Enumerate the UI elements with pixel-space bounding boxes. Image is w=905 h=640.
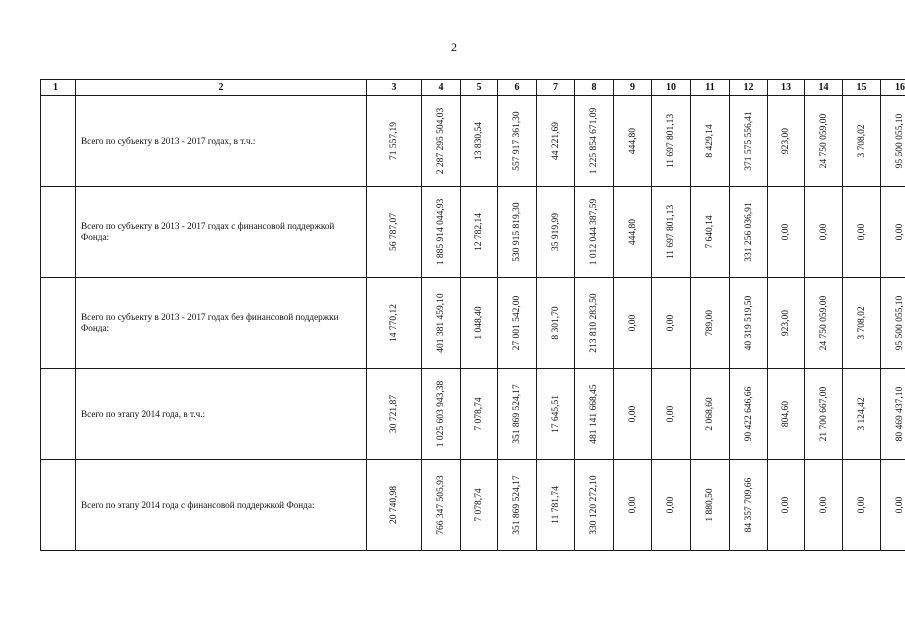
value-cell xyxy=(768,96,805,187)
value-cell xyxy=(461,278,498,369)
row-number-cell xyxy=(41,460,76,551)
column-header: 6 xyxy=(498,80,537,96)
cell-value-text: 481 141 668,45 xyxy=(589,384,599,444)
row-label: Всего по субъекту в 2013 - 2017 годах с финансовой поддержкой Фонда: xyxy=(76,187,367,278)
cell-value-text: 530 915 819,30 xyxy=(512,202,522,262)
cell-value-text: 84 357 709,66 xyxy=(743,477,754,533)
value-cell xyxy=(691,187,730,278)
data-table xyxy=(40,79,905,551)
value-cell xyxy=(575,369,614,460)
cell-value-text: 1 025 603 943,38 xyxy=(436,380,446,448)
value-cell xyxy=(730,96,768,187)
value-cell xyxy=(652,187,691,278)
row-label: Всего по субъекту в 2013 - 2017 годах без финансовой поддержки Фонда: xyxy=(76,278,367,369)
value-cell xyxy=(367,369,422,460)
column-header: 2 xyxy=(76,80,367,96)
row-label: Всего по этапу 2014 года с финансовой поддержкой Фонда: xyxy=(76,460,367,551)
cell-value-text: 0,00 xyxy=(666,314,676,332)
value-cell xyxy=(691,96,730,187)
cell-value-text: 8 429,14 xyxy=(705,124,715,158)
value-cell xyxy=(422,187,461,278)
cell-value-text: 1 885 914 044,93 xyxy=(436,198,446,266)
value-cell xyxy=(461,96,498,187)
value-cell xyxy=(575,96,614,187)
value-cell xyxy=(805,460,843,551)
cell-value-text: 804,60 xyxy=(781,400,791,428)
row-number-cell xyxy=(41,369,76,460)
value-cell xyxy=(805,96,843,187)
value-cell xyxy=(575,187,614,278)
cell-value-text: 12 782,14 xyxy=(474,213,484,251)
cell-value-text: 40 319 519,50 xyxy=(743,295,754,351)
cell-value-text: 444,80 xyxy=(627,218,638,246)
column-header: 5 xyxy=(461,80,498,96)
cell-value-text: 20 740,98 xyxy=(389,486,399,524)
value-cell xyxy=(881,187,905,278)
value-cell xyxy=(498,460,537,551)
cell-value-text: 371 575 556,41 xyxy=(743,111,754,171)
value-cell xyxy=(367,278,422,369)
cell-value-text: 351 869 524,17 xyxy=(512,384,522,444)
table-row xyxy=(41,369,905,460)
cell-value-text: 11 781,74 xyxy=(550,486,561,524)
column-header: 4 xyxy=(422,80,461,96)
cell-value-text: 557 917 361,30 xyxy=(512,111,522,171)
value-cell xyxy=(537,369,575,460)
cell-value-text: 71 557,19 xyxy=(389,122,399,160)
value-cell xyxy=(422,96,461,187)
column-header: 1 xyxy=(41,80,76,96)
table-row xyxy=(41,96,905,187)
value-cell xyxy=(691,369,730,460)
cell-value-text: 213 810 283,50 xyxy=(589,293,599,353)
cell-value-text: 331 256 036,91 xyxy=(743,202,754,262)
cell-value-text: 3 124,42 xyxy=(856,397,867,431)
value-cell xyxy=(614,369,652,460)
cell-value-text: 0,00 xyxy=(895,496,905,514)
cell-value-text: 0,00 xyxy=(781,223,791,241)
value-cell xyxy=(461,369,498,460)
value-cell xyxy=(768,187,805,278)
column-header: 7 xyxy=(537,80,575,96)
cell-value-text: 2 287 295 504,03 xyxy=(436,107,446,175)
value-cell xyxy=(652,369,691,460)
row-number-cell xyxy=(41,278,76,369)
cell-value-text: 401 381 459,10 xyxy=(436,293,446,353)
cell-value-text: 35 919,99 xyxy=(550,213,561,251)
cell-value-text: 17 645,51 xyxy=(550,395,561,433)
cell-value-text: 0,00 xyxy=(666,405,676,423)
page-number: 2 xyxy=(451,40,457,54)
cell-value-text: 27 001 542,00 xyxy=(512,295,522,351)
value-cell xyxy=(575,278,614,369)
cell-value-text: 0,00 xyxy=(856,496,867,514)
cell-value-text: 80 469 437,10 xyxy=(895,386,905,442)
table-row xyxy=(41,460,905,551)
value-cell xyxy=(367,187,422,278)
value-cell xyxy=(614,96,652,187)
column-header: 15 xyxy=(843,80,881,96)
cell-value-text: 13 830,54 xyxy=(474,122,484,160)
value-cell xyxy=(422,369,461,460)
cell-value-text: 11 697 801,13 xyxy=(666,204,676,260)
cell-value-text: 789,00 xyxy=(705,309,715,337)
value-cell xyxy=(652,96,691,187)
value-cell xyxy=(768,278,805,369)
value-cell xyxy=(367,460,422,551)
cell-value-text: 0,00 xyxy=(856,223,867,241)
value-cell xyxy=(691,278,730,369)
value-cell xyxy=(575,460,614,551)
cell-value-text: 0,00 xyxy=(627,314,638,332)
column-header: 3 xyxy=(367,80,422,96)
value-cell xyxy=(461,187,498,278)
cell-value-text: 95 500 055,10 xyxy=(895,113,905,169)
cell-value-text: 14 770,12 xyxy=(389,304,399,342)
value-cell xyxy=(537,187,575,278)
value-cell xyxy=(768,460,805,551)
value-cell xyxy=(498,96,537,187)
column-header: 13 xyxy=(768,80,805,96)
value-cell xyxy=(537,278,575,369)
value-cell xyxy=(768,369,805,460)
value-cell xyxy=(843,96,881,187)
cell-value-text: 7 640,14 xyxy=(705,215,715,249)
cell-value-text: 0,00 xyxy=(818,223,829,241)
value-cell xyxy=(498,187,537,278)
column-header: 12 xyxy=(730,80,768,96)
value-cell xyxy=(537,96,575,187)
value-cell xyxy=(730,278,768,369)
table-row xyxy=(41,187,905,278)
cell-value-text: 3 708,02 xyxy=(856,124,867,158)
cell-value-text: 95 500 055,10 xyxy=(895,295,905,351)
value-cell xyxy=(367,96,422,187)
value-cell xyxy=(614,187,652,278)
cell-value-text: 1 012 044 387,59 xyxy=(589,198,599,266)
cell-value-text: 8 301,70 xyxy=(550,306,561,340)
value-cell xyxy=(843,369,881,460)
cell-value-text: 444,80 xyxy=(627,127,638,155)
column-header: 11 xyxy=(691,80,730,96)
value-cell xyxy=(498,369,537,460)
cell-value-text: 0,00 xyxy=(781,496,791,514)
cell-value-text: 0,00 xyxy=(627,496,638,514)
value-cell xyxy=(652,460,691,551)
value-cell xyxy=(422,460,461,551)
cell-value-text: 766 347 505,93 xyxy=(436,475,446,535)
value-cell xyxy=(881,460,905,551)
value-cell xyxy=(498,278,537,369)
value-cell xyxy=(614,460,652,551)
value-cell xyxy=(881,278,905,369)
cell-value-text: 24 750 059,00 xyxy=(818,113,829,169)
value-cell xyxy=(691,460,730,551)
row-number-cell xyxy=(41,187,76,278)
row-number-cell xyxy=(41,96,76,187)
column-header: 10 xyxy=(652,80,691,96)
cell-value-text: 21 700 667,00 xyxy=(818,386,829,442)
value-cell xyxy=(730,187,768,278)
value-cell xyxy=(881,369,905,460)
cell-value-text: 0,00 xyxy=(666,496,676,514)
cell-value-text: 0,00 xyxy=(895,223,905,241)
cell-value-text: 0,00 xyxy=(627,405,638,423)
cell-value-text: 1 880,50 xyxy=(705,488,715,522)
row-label: Всего по этапу 2014 года, в т.ч.: xyxy=(76,369,367,460)
cell-value-text: 351 869 524,17 xyxy=(512,475,522,535)
column-header: 14 xyxy=(805,80,843,96)
value-cell xyxy=(805,187,843,278)
cell-value-text: 330 120 272,10 xyxy=(589,475,599,535)
cell-value-text: 923,00 xyxy=(781,127,791,155)
column-header: 9 xyxy=(614,80,652,96)
cell-value-text: 3 708,02 xyxy=(856,306,867,340)
cell-value-text: 2 068,60 xyxy=(705,397,715,431)
column-header: 8 xyxy=(575,80,614,96)
cell-value-text: 1 048,40 xyxy=(474,306,484,340)
value-cell xyxy=(537,460,575,551)
table-row xyxy=(41,278,905,369)
value-cell xyxy=(843,187,881,278)
value-cell xyxy=(730,460,768,551)
row-label: Всего по субъекту в 2013 - 2017 годах, в т.ч.: xyxy=(76,96,367,187)
cell-value-text: 44 221,69 xyxy=(550,122,561,160)
value-cell xyxy=(805,369,843,460)
column-header: 16 xyxy=(881,80,905,96)
cell-value-text: 56 787,07 xyxy=(389,213,399,251)
cell-value-text: 1 225 854 671,09 xyxy=(589,107,599,175)
value-cell xyxy=(422,278,461,369)
cell-value-text: 11 697 801,13 xyxy=(666,113,676,169)
cell-value-text: 30 721,87 xyxy=(389,395,399,433)
cell-value-text: 24 750 059,00 xyxy=(818,295,829,351)
value-cell xyxy=(805,278,843,369)
value-cell xyxy=(730,369,768,460)
cell-value-text: 90 422 646,66 xyxy=(743,386,754,442)
cell-value-text: 7 078,74 xyxy=(474,488,484,522)
cell-value-text: 0,00 xyxy=(818,496,829,514)
cell-value-text: 923,00 xyxy=(781,309,791,337)
value-cell xyxy=(843,278,881,369)
cell-value-text: 7 078,74 xyxy=(474,397,484,431)
value-cell xyxy=(614,278,652,369)
value-cell xyxy=(461,460,498,551)
header-row xyxy=(41,80,905,96)
value-cell xyxy=(881,96,905,187)
value-cell xyxy=(652,278,691,369)
value-cell xyxy=(843,460,881,551)
